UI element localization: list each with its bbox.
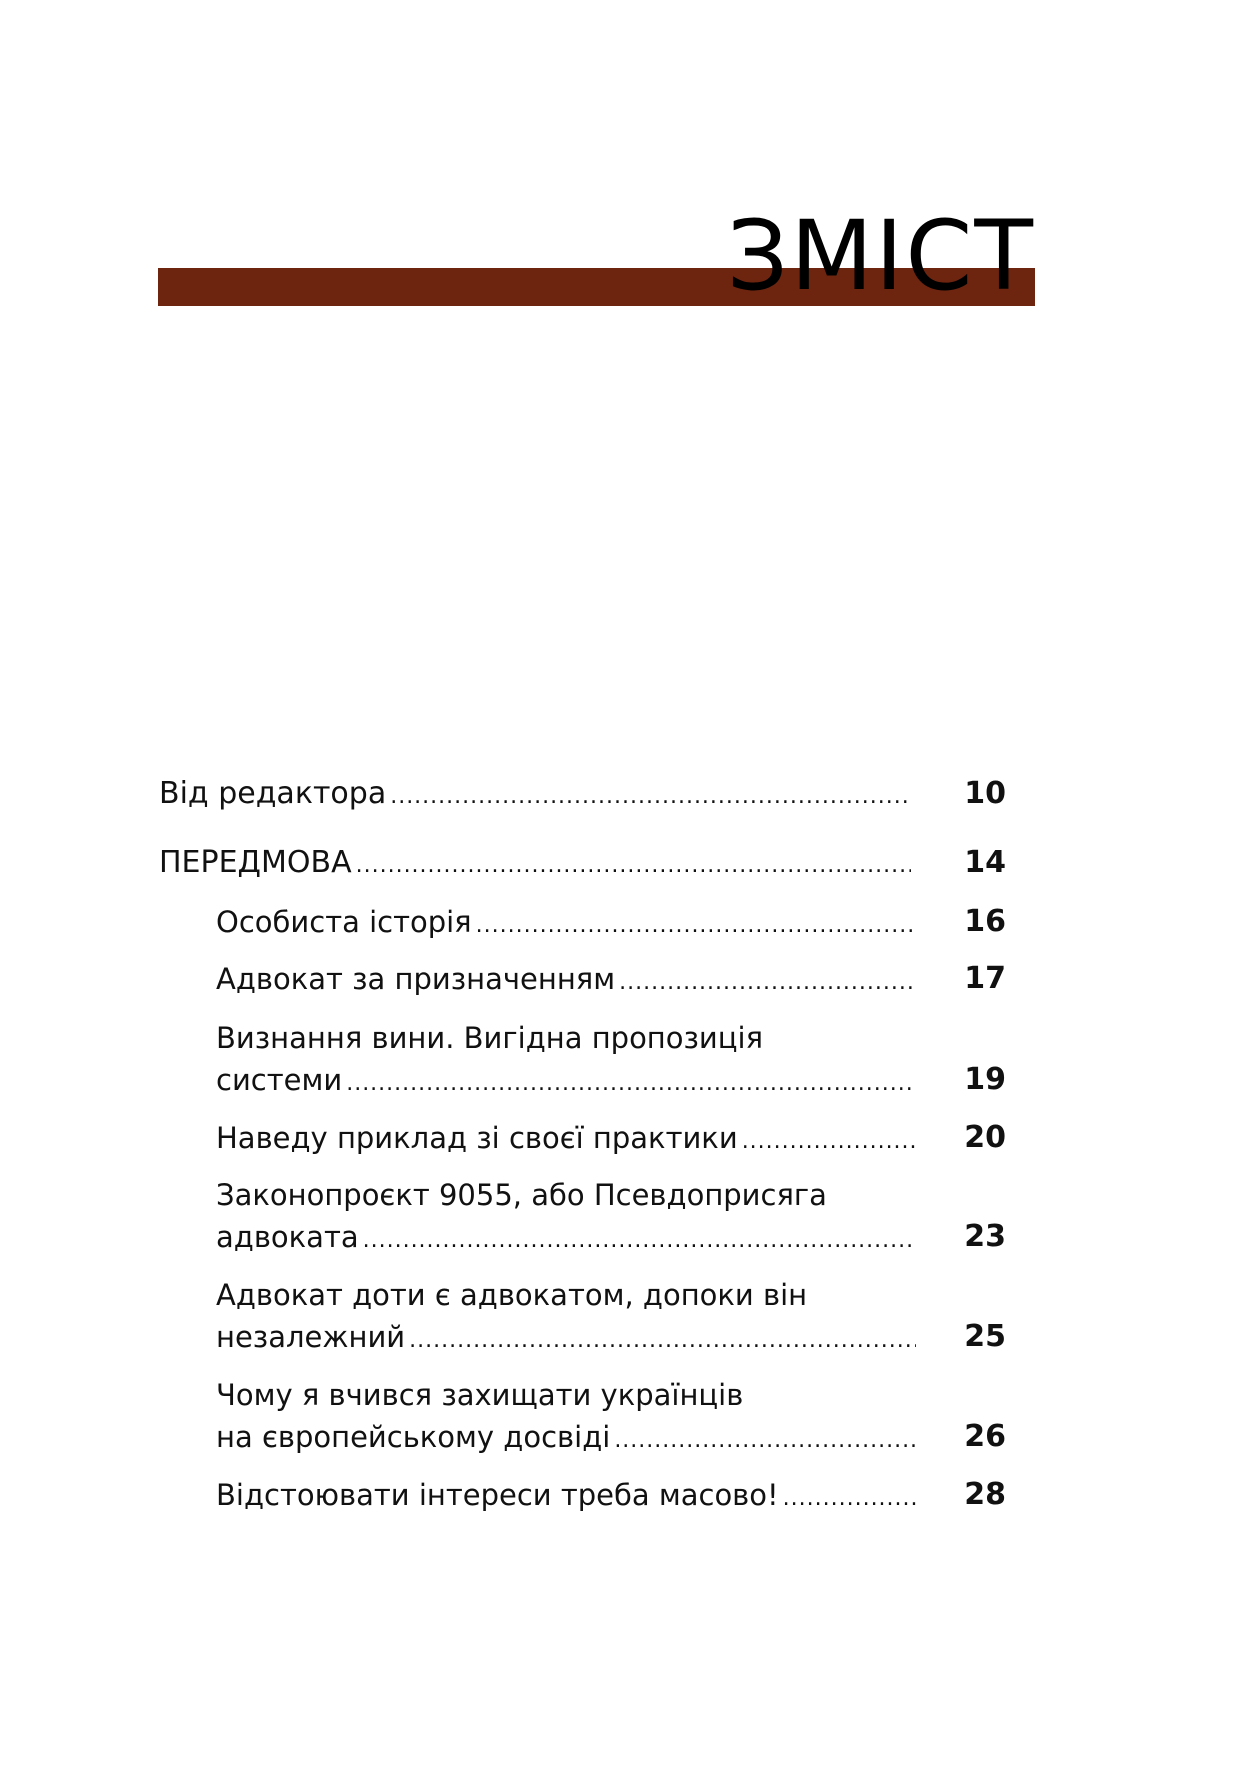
toc-leader-dots <box>614 1420 916 1462</box>
toc-entry-advokat-doty[interactable] <box>216 1274 916 1362</box>
toc-page-number: 23 <box>964 1219 1006 1254</box>
toc-entry-label: системи <box>216 1063 343 1097</box>
toc-entry-label: Визнання вини. Вигідна пропозиція <box>216 1021 764 1055</box>
toc-entry-label: Від редактора <box>159 776 387 811</box>
toc-leader-dots <box>363 1220 916 1262</box>
toc-entry-label: на європейському досвіді <box>216 1420 611 1454</box>
toc-page-number: 28 <box>964 1477 1006 1512</box>
toc-leader-dots <box>619 962 916 1004</box>
toc-page-number: 17 <box>964 961 1006 996</box>
toc-entry-label: Особиста історія <box>216 905 472 939</box>
toc-entry-label: адвоката <box>216 1220 359 1254</box>
toc-page-number: 26 <box>964 1419 1006 1454</box>
toc-leader-dots <box>409 1320 916 1362</box>
toc-page-number: 14 <box>964 845 1006 880</box>
toc-page-number: 20 <box>964 1120 1006 1155</box>
toc-leader-dots <box>356 845 911 887</box>
toc-leader-dots <box>346 1063 916 1105</box>
toc-entry-navedu-pryklad[interactable] <box>216 1117 916 1163</box>
toc-entry-osobysta-istoriia[interactable] <box>216 901 916 947</box>
toc-entry-vid-redaktora[interactable] <box>159 773 911 818</box>
toc-leader-dots <box>742 1121 916 1163</box>
toc-entry-label: ПЕРЕДМОВА <box>159 845 352 880</box>
toc-entry-peredmova[interactable] <box>159 842 911 887</box>
toc-page-number: 10 <box>964 776 1006 811</box>
toc-page-number: 19 <box>964 1062 1006 1097</box>
toc-leader-dots <box>476 905 916 947</box>
toc-page-number: 16 <box>964 904 1006 939</box>
toc-entry-zakonoproekt-9055[interactable] <box>216 1174 916 1262</box>
toc-leader-dots <box>783 1478 916 1520</box>
toc-entry-label: Наведу приклад зі своєї практики <box>216 1121 738 1155</box>
toc-entry-label: Адвокат доти є адвокатом, допоки він <box>216 1278 808 1312</box>
toc-page-number: 25 <box>964 1319 1006 1354</box>
page-title: ЗМІСТ <box>726 200 1035 312</box>
toc-entry-vidstoiuvaty-interesy[interactable] <box>216 1474 916 1520</box>
toc-entry-label: Чому я вчився захищати українців <box>216 1378 744 1412</box>
toc-entry-label: Адвокат за призначенням <box>216 962 616 996</box>
toc-entry-label: незалежний <box>216 1320 406 1354</box>
toc-leader-dots <box>390 776 911 818</box>
toc-entry-vyznannia-vyny[interactable] <box>216 1017 916 1105</box>
toc-entry-advokat-za-pryznachenniam[interactable] <box>216 958 916 1004</box>
toc-entry-label: Законопроєкт 9055, або Псевдоприсяга <box>216 1178 827 1212</box>
toc-entry-label: Відстоювати інтереси треба масово! <box>216 1478 779 1512</box>
toc-entry-chomu-ya-vchyvsia[interactable] <box>216 1374 916 1462</box>
